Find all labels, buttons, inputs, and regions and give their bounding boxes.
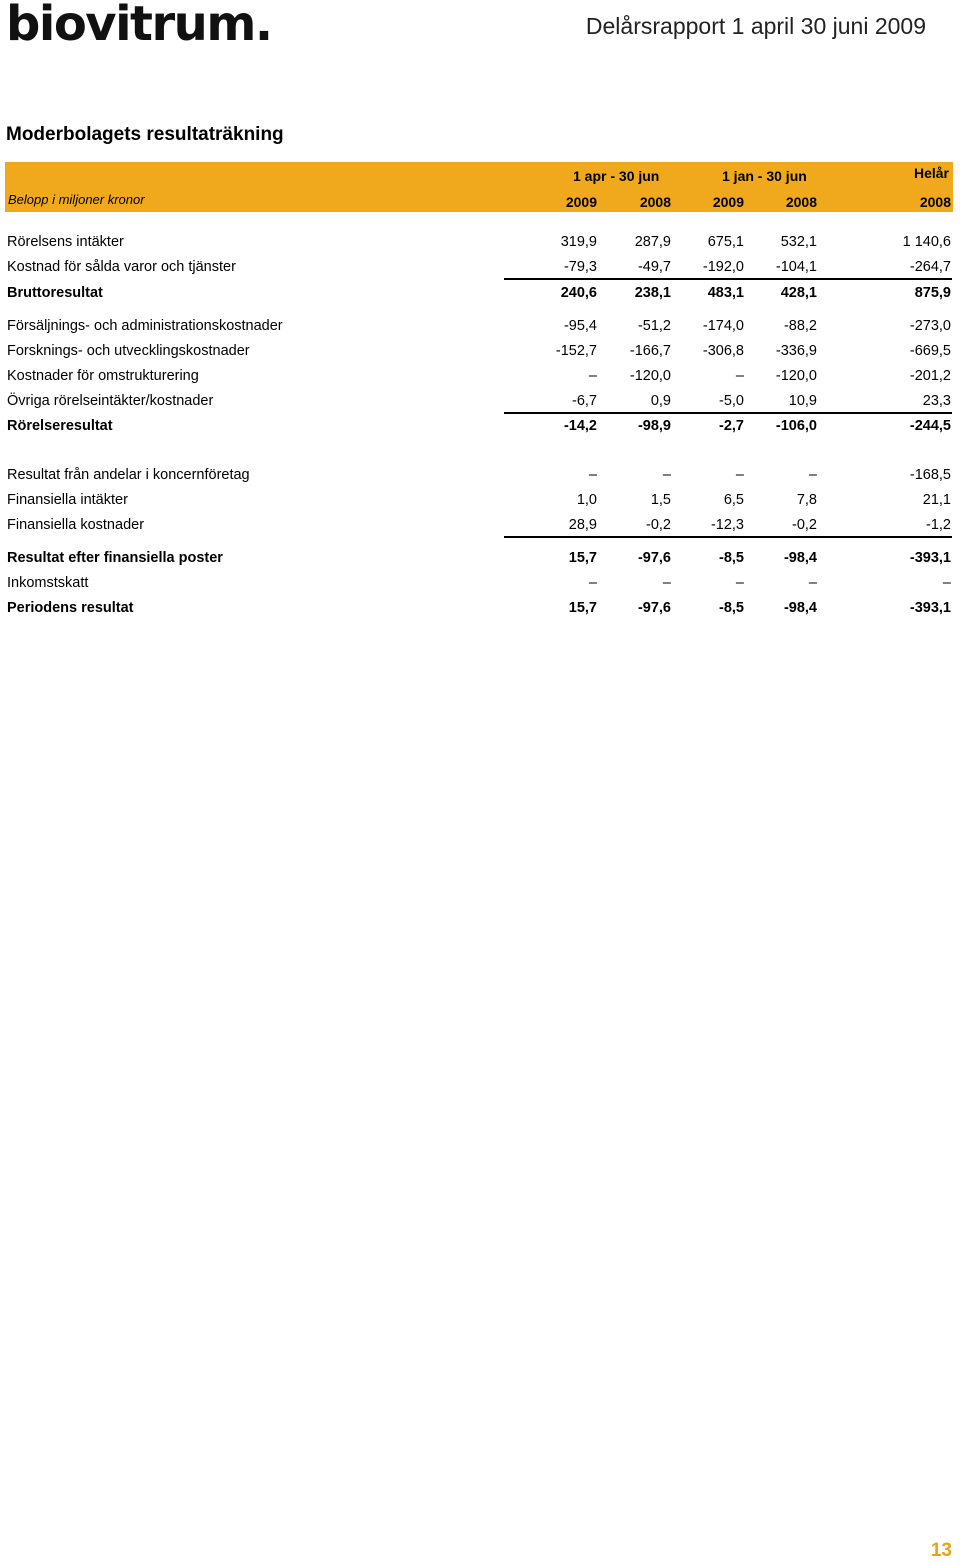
cell-value: -0,2: [792, 517, 817, 533]
cell-value: -201,2: [909, 368, 951, 384]
cell-value: -8,5: [719, 600, 744, 616]
row-label: Försäljnings- och administrationskostnader: [7, 318, 283, 334]
cell-value: 0,9: [650, 393, 671, 409]
cell-value: 240,6: [560, 285, 597, 301]
row-label: Övriga rörelseintäkter/kostnader: [7, 393, 214, 409]
cell-value: -79,3: [563, 259, 597, 275]
cell-value: -95,4: [563, 318, 597, 334]
cell-value: 7,8: [796, 492, 817, 508]
table-row: [5, 596, 953, 621]
cell-value: -98,4: [783, 600, 817, 616]
cell-value: -393,1: [909, 600, 951, 616]
report-title: Delårsrapport 1 april 30 juni 2009: [585, 13, 926, 39]
divider: [504, 278, 952, 280]
year-header: 2009: [712, 194, 744, 210]
year-header: 2009: [565, 194, 597, 210]
cell-value: -5,0: [719, 393, 744, 409]
cell-value: 1,5: [650, 492, 671, 508]
company-logo: biovitrum.: [6, 0, 272, 52]
cell-value: 1,0: [576, 492, 597, 508]
row-label: Inkomstskatt: [7, 575, 89, 591]
row-label: Finansiella intäkter: [7, 492, 128, 508]
table-row: [5, 488, 953, 513]
cell-value: -51,2: [637, 318, 671, 334]
table-row: [5, 414, 953, 439]
cell-value: 10,9: [788, 393, 817, 409]
cell-value: -264,7: [909, 259, 951, 275]
cell-value: -0,2: [646, 517, 671, 533]
cell-value: -98,9: [637, 418, 671, 434]
cell-value: 675,1: [707, 234, 744, 250]
cell-value: -104,1: [775, 259, 817, 275]
cell-value: -244,5: [909, 418, 951, 434]
table-row: [5, 546, 953, 571]
row-label: Finansiella kostnader: [7, 517, 145, 533]
table-row: [5, 513, 953, 538]
cell-value: –: [588, 575, 597, 591]
cell-value: -192,0: [702, 259, 744, 275]
table-row: [5, 364, 953, 389]
column-group-h1: 1 jan - 30 jun: [722, 168, 807, 184]
cell-value: 15,7: [568, 600, 597, 616]
row-label: Kostnader för omstrukturering: [7, 368, 199, 384]
cell-value: 532,1: [780, 234, 817, 250]
cell-value: 428,1: [780, 285, 817, 301]
cell-value: 287,9: [634, 234, 671, 250]
unit-label: Belopp i miljoner kronor: [8, 192, 145, 207]
cell-value: –: [808, 575, 817, 591]
cell-value: -12,3: [710, 517, 744, 533]
table-row: [5, 463, 953, 488]
year-header: 2008: [785, 194, 817, 210]
row-label: Forsknings- och utvecklingskostnader: [7, 343, 250, 359]
year-header: 2008: [919, 194, 951, 210]
cell-value: -98,4: [783, 550, 817, 566]
cell-value: -168,5: [909, 467, 951, 483]
row-label: Rörelseresultat: [7, 418, 113, 434]
table-row: [5, 339, 953, 364]
cell-value: -14,2: [563, 418, 597, 434]
cell-value: 6,5: [723, 492, 744, 508]
year-header: 2008: [639, 194, 671, 210]
cell-value: -306,8: [702, 343, 744, 359]
cell-value: -393,1: [909, 550, 951, 566]
table-row: [5, 281, 953, 306]
cell-value: –: [662, 575, 671, 591]
cell-value: -152,7: [555, 343, 597, 359]
cell-value: –: [588, 467, 597, 483]
cell-value: 1 140,6: [902, 234, 951, 250]
cell-value: –: [662, 467, 671, 483]
cell-value: -174,0: [702, 318, 744, 334]
table-row: [5, 571, 953, 596]
cell-value: -166,7: [629, 343, 671, 359]
cell-value: -88,2: [783, 318, 817, 334]
row-label: Resultat från andelar i koncernföretag: [7, 467, 250, 483]
cell-value: –: [735, 467, 744, 483]
cell-value: -669,5: [909, 343, 951, 359]
cell-value: –: [808, 467, 817, 483]
row-label: Kostnad för sålda varor och tjänster: [7, 259, 236, 275]
cell-value: -6,7: [572, 393, 597, 409]
cell-value: 28,9: [568, 517, 597, 533]
page-number: 13: [930, 1540, 952, 1561]
cell-value: 15,7: [568, 550, 597, 566]
row-label: Rörelsens intäkter: [7, 234, 124, 250]
cell-value: 21,1: [922, 492, 951, 508]
cell-value: -49,7: [637, 259, 671, 275]
cell-value: -106,0: [775, 418, 817, 434]
cell-value: –: [942, 575, 951, 591]
table-row: [5, 389, 953, 414]
cell-value: 319,9: [560, 234, 597, 250]
row-label: Resultat efter finansiella poster: [7, 550, 223, 566]
cell-value: -97,6: [637, 600, 671, 616]
divider: [504, 536, 952, 538]
cell-value: 875,9: [914, 285, 951, 301]
table-header: [5, 162, 953, 212]
cell-value: -8,5: [719, 550, 744, 566]
cell-value: 23,3: [922, 393, 951, 409]
cell-value: -120,0: [629, 368, 671, 384]
cell-value: –: [735, 368, 744, 384]
column-group-q2: 1 apr - 30 jun: [573, 168, 660, 184]
cell-value: -2,7: [719, 418, 744, 434]
section-title: Moderbolagets resultaträkning: [6, 124, 284, 145]
cell-value: -273,0: [909, 318, 951, 334]
cell-value: -97,6: [637, 550, 671, 566]
row-label: Periodens resultat: [7, 600, 134, 616]
table-row: [5, 255, 953, 280]
cell-value: –: [588, 368, 597, 384]
table-row: [5, 230, 953, 255]
row-label: Bruttoresultat: [7, 285, 103, 301]
cell-value: –: [735, 575, 744, 591]
cell-value: 483,1: [707, 285, 744, 301]
cell-value: -120,0: [775, 368, 817, 384]
cell-value: -1,2: [926, 517, 951, 533]
table-row: [5, 314, 953, 339]
column-group-fullyear: Helår: [913, 165, 949, 181]
cell-value: 238,1: [634, 285, 671, 301]
cell-value: -336,9: [775, 343, 817, 359]
